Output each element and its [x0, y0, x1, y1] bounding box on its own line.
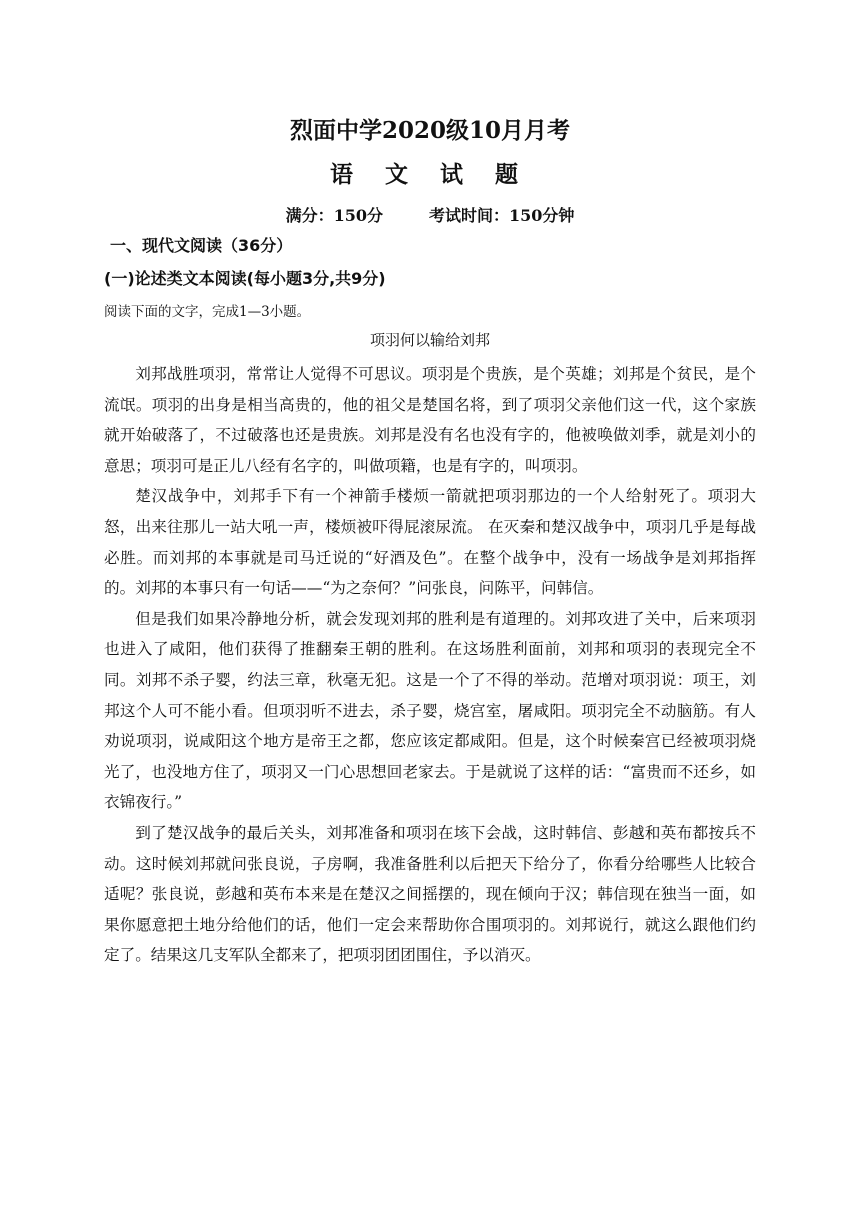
school-exam-title: 烈面中学2020级10月月考	[289, 117, 571, 144]
exam-info	[0, 203, 860, 226]
section-heading: 一、现代文阅读（36分）	[110, 236, 293, 255]
article-title: 项羽何以输给刘邦	[369, 331, 490, 349]
instruction: 阅读下面的文字，完成1—3小题。	[104, 304, 311, 320]
article-paragraph: 到了楚汉战争的最后关头，刘邦准备和项羽在垓下会战，这时韩信、彭越和英布都按兵不动。这时候刘邦就问张良说，子房啊，我准备胜利以后把天下给分了，你看分给哪些人比较合适呢？张良说，彭越和英布本来是在楚汉之间摇摆的，现在倾向于汉；韩信现在独当一面，如果你愿意把土地分给他们的话，他们一定会来帮助你合围项羽的。刘邦说行，就这么跟他们约定了。结果这几支军队全都来了，把项羽团团围住，予以消灭。	[104, 823, 756, 965]
exam-time: 考试时间：150分钟	[429, 206, 575, 225]
article-paragraph: 但是我们如果冷静地分析，就会发现刘邦的胜利是有道理的。刘邦攻进了关中，后来项羽也进入了咸阳，他们获得了推翻秦王朝的胜利。在这场胜利面前，刘邦和项羽的表现完全不同。刘邦不杀子婴，约法三章，秋毫无犯。这是一个了不得的举动。范增对项羽说：项王，刘邦这个人可不能小看。但项羽听不进去，杀子婴，烧宫室，屠咸阳。项羽完全不动脑筋。有人劝说项羽，说咸阳这个地方是帝王之都，您应该定都咸阳。但是，这个时候秦宫已经被项羽烧光了，也没地方住了，项羽又一门心思想回老家去。于是就说了这样的话：“富贵而不还乡，如衣锦夜行。”	[104, 609, 756, 812]
article-body	[104, 359, 756, 971]
section-subheading: (一)论述类文本阅读(每小题3分,共9分)	[104, 269, 386, 288]
subject-title: 语 文 试 题	[329, 161, 531, 188]
article-paragraph: 楚汉战争中，刘邦手下有一个神箭手楼烦一箭就把项羽那边的一个人给射死了。项羽大怒，出来往那儿一站大吼一声，楼烦被吓得屁滚尿流。 在灭秦和楚汉战争中，项羽几乎是每战必胜。而刘邦的本事就是司马迁说的“好酒及色”。在整个战争中，没有一场战争是刘邦指挥的。刘邦的本事只有一句话——“为之奈何？”问张良，问陈平，问韩信。	[104, 487, 756, 598]
article-paragraph: 刘邦战胜项羽，常常让人觉得不可思议。项羽是个贵族，是个英雄；刘邦是个贫民，是个流氓。项羽的出身是相当高贵的，他的祖父是楚国名将，到了项羽父亲他们这一代，这个家族就开始破落了，不过破落也还是贵族。刘邦是没有名也没有字的，他被唤做刘季，就是刘小的意思；项羽可是正儿八经有名字的，叫做项籍，也是有字的，叫项羽。	[104, 365, 756, 475]
full-score: 满分：150分	[285, 206, 383, 225]
